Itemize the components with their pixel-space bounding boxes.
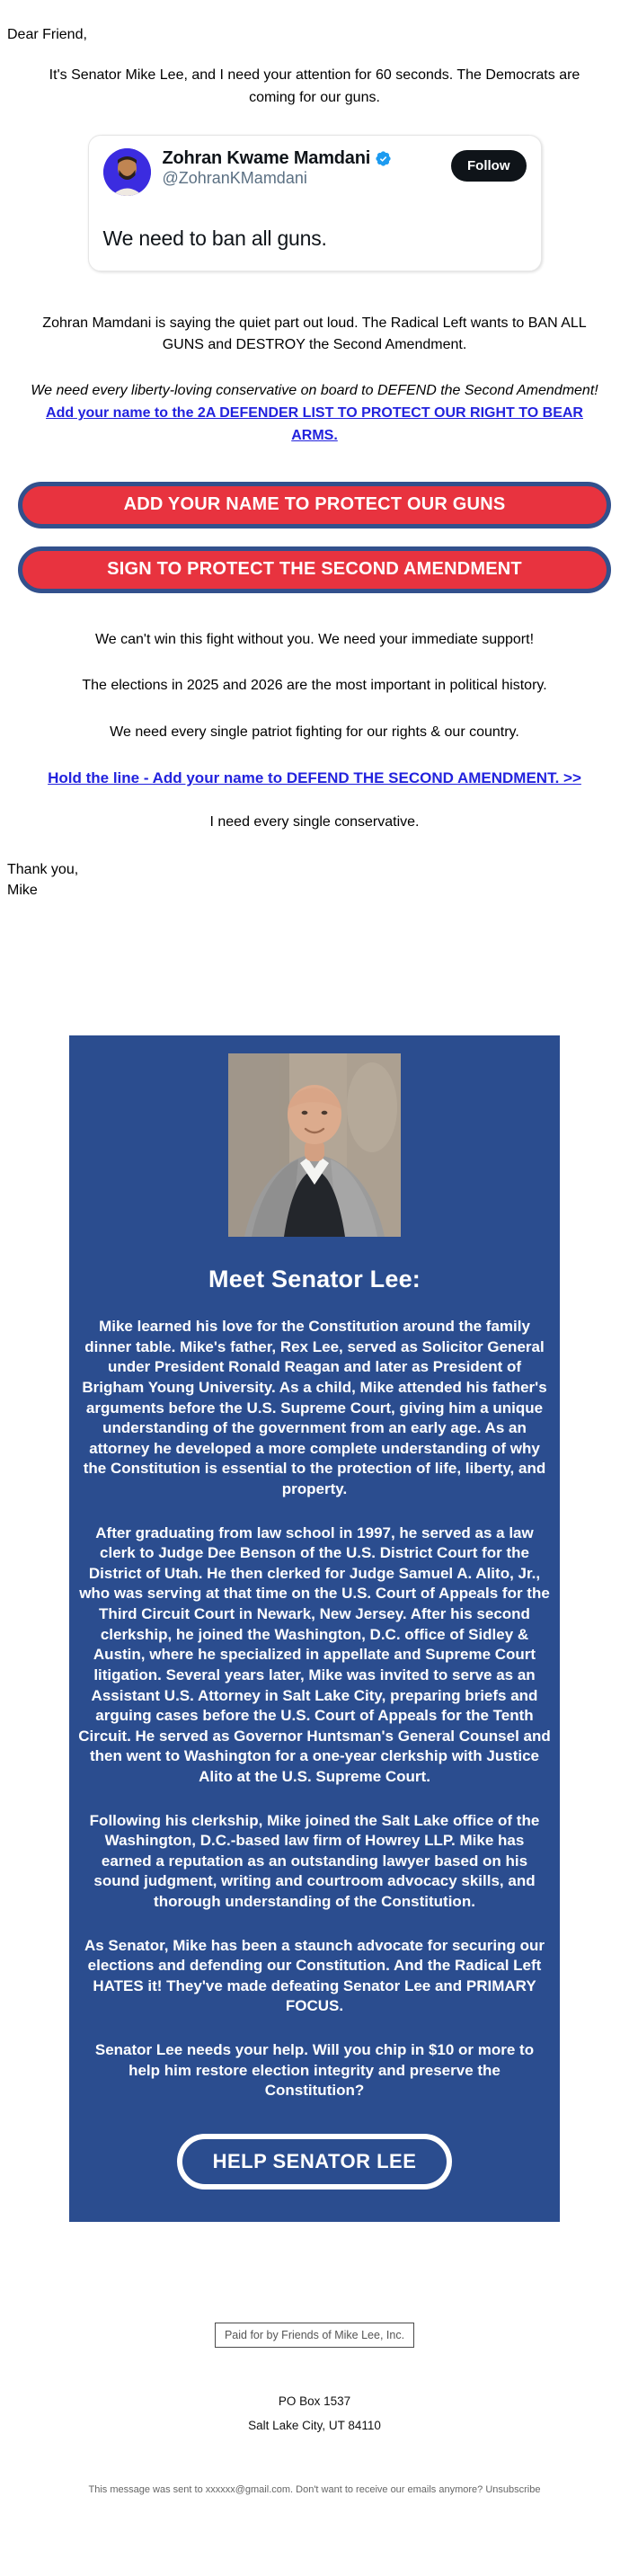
- hold-the-line-link[interactable]: Hold the line - Add your name to DEFEND THE SECOND AMENDMENT. >>: [48, 768, 581, 786]
- follow-button[interactable]: Follow: [451, 150, 527, 182]
- intro-paragraph: It's Senator Mike Lee, and I need your attention for 60 seconds. The Democrats are coming for our guns.: [49, 67, 580, 105]
- bio-paragraph-1: Mike learned his love for the Constitution around the family dinner table. Mike's father, Rex Lee, served as Solicitor General under President Ronald Reagan and later as President of Brigham Young University. As a child, Mike attended his father's arguments before the U.S. Supreme Court, giving him a unique understanding of the government from an early age. As an attorney he developed a more complete understanding of why the Constitution is essential to the protection of life, liberty, and property.: [82, 1318, 547, 1498]
- tweet-handle: @ZohranKMamdani: [162, 168, 307, 187]
- fine-print-text: This message was sent to xxxxxx@gmail.com. Don't want to receive our emails anymore?: [88, 2483, 486, 2495]
- patriot-paragraph: We need every single patriot fighting for our rights & our country.: [110, 724, 519, 741]
- mailing-address: [0, 2389, 629, 2438]
- tweet-header: [103, 148, 527, 196]
- fine-print: [0, 2484, 629, 2576]
- elections-paragraph: The elections in 2025 and 2026 are the most important in political history.: [82, 678, 547, 694]
- need-every-paragraph: I need every single conservative.: [209, 813, 420, 830]
- avatar: [103, 148, 151, 196]
- signoff-line1: Thank you,: [7, 861, 79, 877]
- tweet-text: We need to ban all guns.: [102, 226, 327, 250]
- paid-for-row: [0, 2323, 629, 2348]
- paid-for-disclaimer: Paid for by Friends of Mike Lee, Inc.: [215, 2323, 414, 2348]
- bio-paragraph-3: Following his clerkship, Mike joined the Salt Lake office of the Washington, D.C.-based law firm of Howrey LLP. Mike has earned a reputation as an outstanding lawyer based on his sound judgment, writing and courtroom advocacy skills, and thorough understanding of the Constitution.: [89, 1811, 540, 1910]
- help-senator-lee-button[interactable]: HELP SENATOR LEE: [177, 2134, 452, 2190]
- unsubscribe-link[interactable]: Unsubscribe: [485, 2483, 541, 2495]
- hold-the-line-row: [0, 769, 629, 787]
- sign-to-protect-button[interactable]: SIGN TO PROTECT THE SECOND AMENDMENT: [18, 546, 611, 593]
- greeting-text: Dear Friend,: [7, 27, 87, 42]
- panel-heading: Meet Senator Lee:: [208, 1266, 421, 1293]
- cant-win-paragraph: We can't win this fight without you. We need your immediate support!: [94, 631, 535, 647]
- verified-badge-icon: [375, 150, 392, 167]
- address-line1: PO Box 1537: [278, 2394, 351, 2408]
- address-line2: Salt Lake City, UT 84110: [248, 2418, 381, 2432]
- defend-paragraph-lead: We need every liberty-loving conservative on board to DEFEND the Second Amendment!: [31, 383, 598, 399]
- bio-paragraph-2: After graduating from law school in 1997, he served as a law clerk to Judge Dee Benson of the U.S. District Court for the District of Utah. He then clerked for Judge Samuel A. Alito, Jr., who was serving at that time on the U.S. Court of Appeals for the Third Circuit Court in Newark, New Jersey. After his second clerkship, he joined the Washington, D.C. office of Sidley & Austin, where he specialized in appellate and Supreme Court litigation. Several years later, Mike was invited to serve as an Assistant U.S. Attorney in Salt Lake City, preparing briefs and arguing cases before the U.S. Court of Appeals for the Tenth Circuit. He served as Governor Huntsman's General Counsel and then went to Washington for a one-year clerkship with Justice Alito at the U.S. Supreme Court.: [78, 1523, 551, 1785]
- signoff: [7, 859, 629, 901]
- tweet-card: [88, 135, 542, 271]
- defend-paragraph: [25, 380, 604, 447]
- bio-paragraph-5: Senator Lee needs your help. Will you chip in $10 or more to help him restore election integrity and preserve the Constitution?: [94, 2041, 535, 2100]
- tweet-display-name: Zohran Kwame Mamdani: [162, 147, 371, 168]
- senator-photo: [228, 1053, 401, 1237]
- 2a-defender-list-link[interactable]: Add your name to the 2A DEFENDER LIST TO PROTECT OUR RIGHT TO BEAR ARMS.: [46, 404, 583, 443]
- bio-paragraph-4: As Senator, Mike has been a staunch advocate for securing our elections and defending our Constitution. And the Radical Left HATES it! They've made defeating Senator Lee and PRIMARY FOCUS.: [84, 1936, 545, 2015]
- quiet-part-paragraph: Zohran Mamdani is saying the quiet part out loud. The Radical Left wants to BAN ALL GUNS and DESTROY the Second Amendment.: [42, 315, 587, 353]
- tweet-identity: [163, 148, 452, 188]
- add-your-name-button[interactable]: ADD YOUR NAME TO PROTECT OUR GUNS: [18, 482, 611, 529]
- signoff-line2: Mike: [7, 882, 38, 898]
- senator-bio-panel: [69, 1035, 560, 2222]
